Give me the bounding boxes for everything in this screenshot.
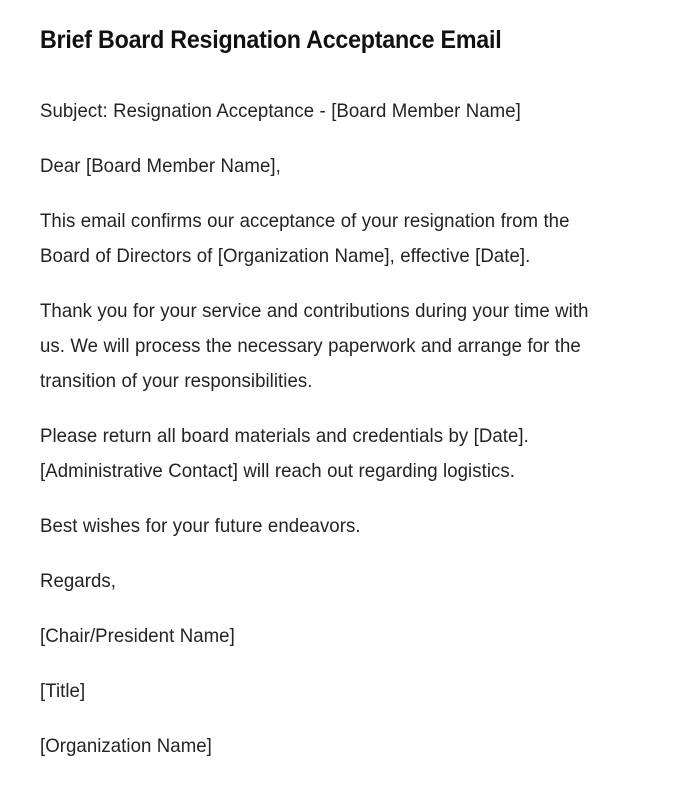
email-sign-off: Regards, [40,569,116,592]
signature-organization-name: [Organization Name] [40,734,212,757]
email-closing-wish: Best wishes for your future endeavors. [40,514,361,537]
email-paragraph-acceptance: This email confirms our acceptance of your resignation from the Board of Directors of [Organization Name], effective [Date]. [40,209,570,267]
signature-signer-name: [Chair/President Name] [40,624,235,647]
email-paragraph-materials-return: Please return all board materials and credentials by [Date]. [Administrative Contact] will reach out regarding logistics. [40,424,529,482]
email-salutation: Dear [Board Member Name], [40,154,281,177]
email-paragraph-thanks: Thank you for your service and contributions during your time with us. We will process the necessary paperwork and arrange for the transition of your responsibilities. [40,299,589,392]
page-title: Brief Board Resignation Acceptance Email [40,26,502,54]
signature-signer-title: [Title] [40,679,86,702]
email-subject-line: Subject: Resignation Acceptance - [Board Member Name] [40,99,521,122]
